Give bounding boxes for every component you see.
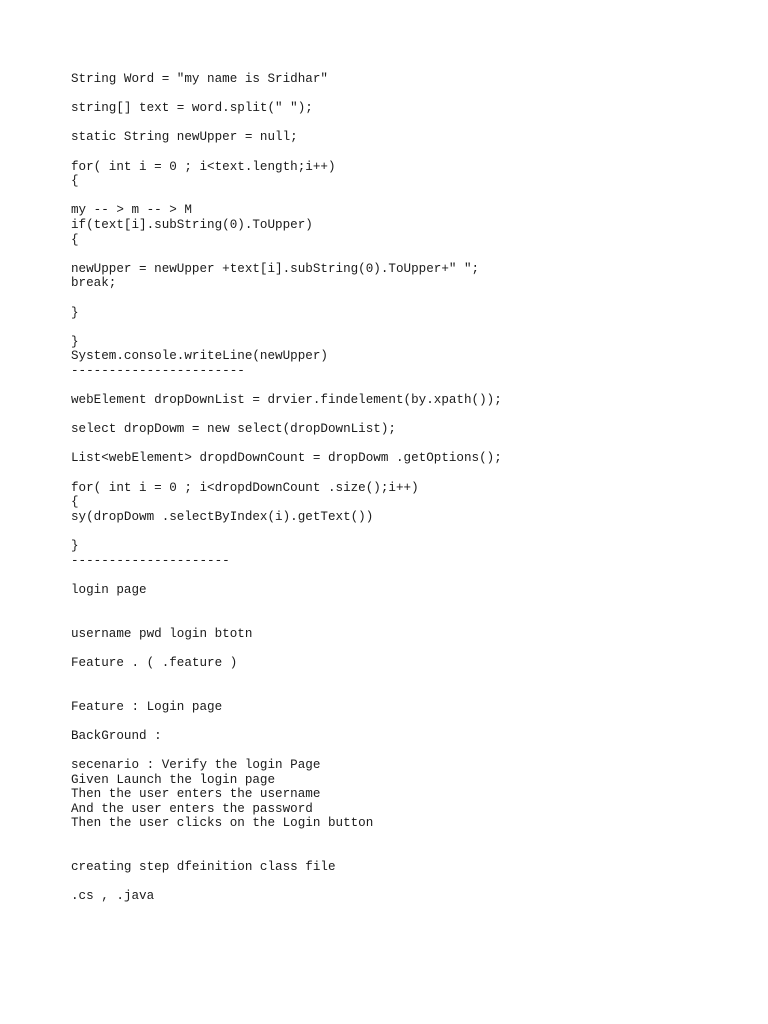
text-line: sy(dropDowm .selectByIndex(i).getText()) (71, 509, 374, 524)
blank-line (71, 291, 751, 306)
blank-line (71, 320, 751, 335)
text-line: break; (71, 276, 117, 291)
text-line: String Word = "my name is Sridhar" (71, 72, 328, 86)
text-line: static String newUpper = null; (71, 130, 298, 145)
text-line: for( int i = 0 ; i<text.length;i++) (71, 159, 336, 174)
blank-line (71, 685, 751, 700)
text-line: List<webElement> dropdDownCount = dropDowm .getOptions(); (71, 451, 502, 466)
text-line: } (71, 305, 79, 320)
text-line: Feature : Login page (71, 699, 223, 714)
blank-line (71, 670, 751, 685)
blank-line (71, 408, 751, 423)
text-line: .cs , .java (71, 889, 155, 904)
text-line: { (71, 495, 79, 510)
text-line: { (71, 174, 79, 189)
text-line: BackGround : (71, 728, 162, 743)
blank-line (71, 247, 751, 262)
blank-line (71, 437, 751, 452)
text-line: select dropDowm = new select(dropDownList); (71, 422, 396, 437)
text-line: Then the user clicks on the Login button (71, 816, 374, 831)
blank-line (71, 189, 751, 204)
blank-line (71, 87, 751, 102)
blank-line (71, 116, 751, 131)
text-line: secenario : Verify the login Page (71, 757, 321, 772)
blank-line (71, 743, 751, 758)
text-line: ----------------------- (71, 363, 245, 378)
blank-line (71, 524, 751, 539)
text-line: } (71, 334, 79, 349)
blank-line (71, 831, 751, 846)
text-line: string[] text = word.split(" "); (71, 101, 313, 116)
text-line: Given Launch the login page (71, 772, 276, 787)
blank-line (71, 641, 751, 656)
blank-line (71, 875, 751, 890)
text-line: username pwd login btotn (71, 626, 253, 641)
text-line: login page (71, 582, 147, 597)
text-line: } (71, 539, 79, 553)
blank-line (71, 466, 751, 481)
text-line: --------------------- (71, 553, 230, 568)
text-line: creating step dfeinition class file (71, 860, 336, 875)
text-line: for( int i = 0 ; i<dropdDownCount .size();i++) (71, 480, 419, 495)
blank-line (71, 845, 751, 860)
text-line: And the user enters the password (71, 801, 313, 816)
blank-line (71, 597, 751, 612)
blank-line (71, 378, 751, 393)
text-line: webElement dropDownList = drvier.findelement(by.xpath()); (71, 393, 502, 408)
text-line: my -- > m -- > M (71, 203, 192, 218)
text-line: { (71, 232, 79, 247)
text-line: Then the user enters the username (71, 787, 321, 802)
blank-line (71, 612, 751, 627)
blank-line (71, 145, 751, 160)
text-line: System.console.writeLine(newUpper) (71, 349, 328, 364)
document-body (71, 72, 751, 904)
blank-line (71, 714, 751, 729)
text-line: Feature . ( .feature ) (71, 655, 238, 670)
blank-line (71, 568, 751, 583)
text-line: if(text[i].subString(0).ToUpper) (71, 217, 313, 232)
text-line: newUpper = newUpper +text[i].subString(0).ToUpper+" "; (71, 261, 480, 276)
